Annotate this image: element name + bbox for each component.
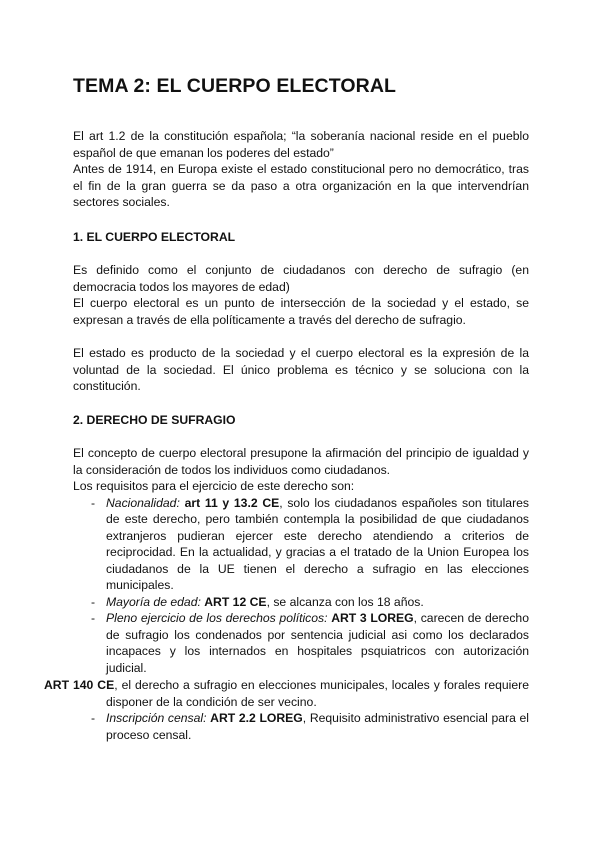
item-label: Pleno ejercicio de los derechos políticos: <box>106 611 328 625</box>
document-title: TEMA 2: EL CUERPO ELECTORAL <box>73 75 397 97</box>
section-1-body <box>73 262 529 328</box>
section-2-heading: 2. DERECHO DE SUFRAGIO <box>73 413 236 427</box>
item-label: Nacionalidad: <box>106 495 180 510</box>
intro-section <box>73 128 529 211</box>
item-label: Mayoría de edad: <box>106 594 201 609</box>
item-label: Inscripción censal: <box>106 711 207 725</box>
requirements-list-continued <box>73 710 529 743</box>
section-1-paragraph-3-block <box>73 345 529 395</box>
item-text: , Requisito administrativo esencial para el proceso censal. <box>106 711 529 742</box>
item-reference: art 11 y 13.2 CE <box>184 495 280 510</box>
item-text: , se alcanza con los 18 años. <box>266 594 424 609</box>
art-140-paragraph <box>44 677 529 710</box>
section-2-body <box>73 445 529 676</box>
art-140-text: , el derecho a sufragio en elecciones municipales, locales y forales requiere disponer de la condición de ser vecino. <box>106 678 529 709</box>
item-reference: ART 2.2 LOREG <box>210 711 303 725</box>
section-1-paragraph-2: El cuerpo electoral es un punto de intersección de la sociedad y el estado, se expresan a través de ella políticamente a través del derecho de sufragio. <box>73 296 529 327</box>
item-reference: ART 12 CE <box>204 594 267 609</box>
section-2-paragraph-1: El concepto de cuerpo electoral presupone la afirmación del principio de igualdad y la consideración de todos los individuos como ciudadanos. <box>73 446 529 477</box>
list-item-inscripcion-censal <box>73 710 529 743</box>
item-text: , solo los ciudadanos españoles son titulares de este derecho, pero también contempla la posibilidad de que ciudadanos extranjeros pudieran ejercer este derecho atendiendo a criterios de reciprocidad. En la actualidad, y gracias a el tratado de la Union Europea los ciudadanos de la UE tienen el derecho a sufragio en las elecciones municipales. <box>106 495 529 592</box>
intro-paragraph-1: El art 1.2 de la constitución española; “la soberanía nacional reside en el pueblo español de que emanan los poderes del estado” <box>73 129 529 160</box>
section-1-paragraph-1: Es definido como el conjunto de ciudadanos con derecho de sufragio (en democracia todos los mayores de edad) <box>73 263 529 294</box>
item-reference: ART 3 LOREG <box>331 611 414 625</box>
list-item-nacionalidad <box>73 495 529 594</box>
art-140-reference: ART 140 CE <box>44 678 115 692</box>
intro-paragraph-2: Antes de 1914, en Europa existe el estado constitucional pero no democrático, tras el fin de la gran guerra se da paso a otra organización en la que intervendrían sectores sociales. <box>73 162 529 209</box>
section-1-heading: 1. EL CUERPO ELECTORAL <box>73 230 236 244</box>
item-text: , carecen de derecho de sufragio los condenados por sentencia judicial asi como los declarados incapaces y los internados en hospitales psquiatricos con autorización judicial. <box>106 611 529 675</box>
list-item-mayoria-de-edad <box>73 594 529 611</box>
art-140-block <box>44 677 529 710</box>
requirements-list <box>73 495 529 677</box>
section-2-paragraph-2: Los requisitos para el ejercicio de este derecho son: <box>73 479 355 493</box>
final-list-block <box>73 710 529 743</box>
list-item-pleno-ejercicio <box>73 610 529 676</box>
section-1-paragraph-3: El estado es producto de la sociedad y el cuerpo electoral es la expresión de la voluntad de la sociedad. El único problema es técnico y se soluciona con la constitución. <box>73 346 529 393</box>
